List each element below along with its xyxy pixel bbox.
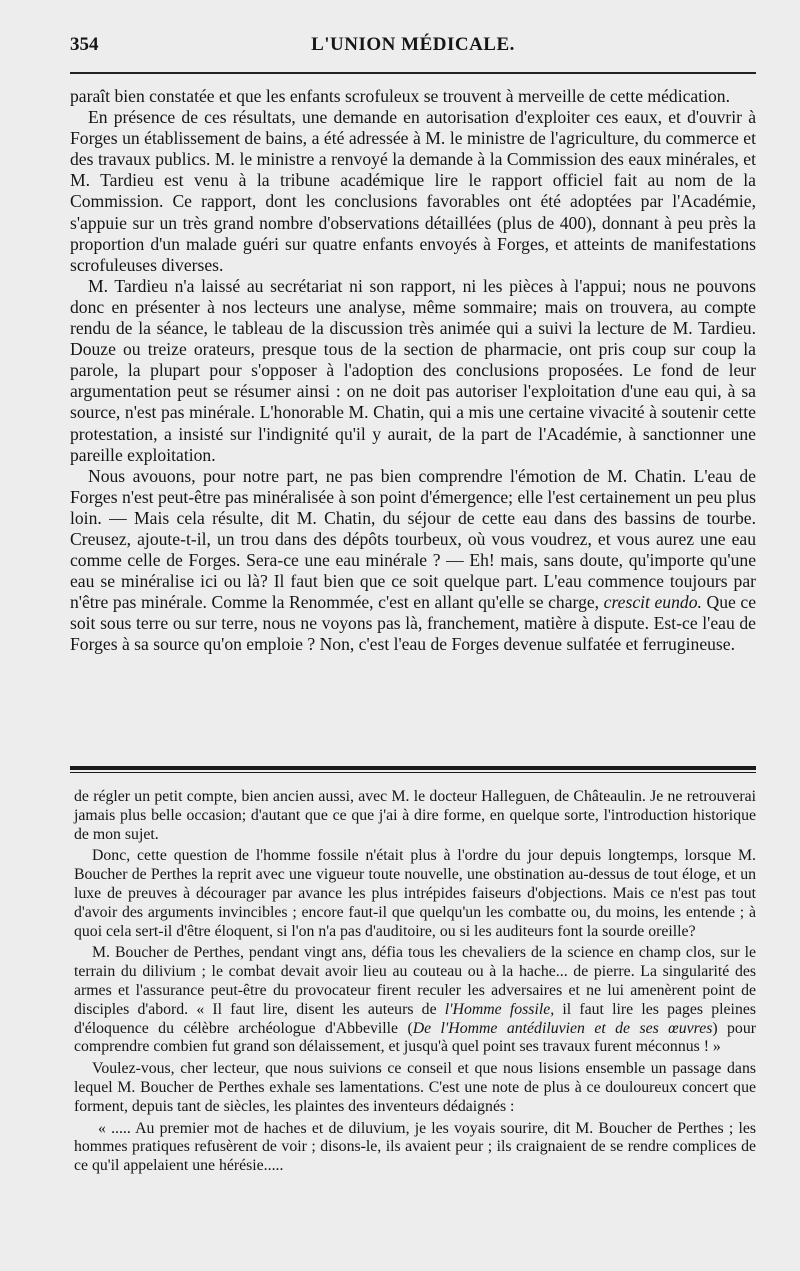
feuilleton-quote: « ..... Au premier mot de haches et de diluvium, je les voyais sourire, dit M. Boucher de Perthes ; les hommes pratiques refusèrent de voir ; disons-le, ils avaient peur ; ils craignaient de se rendre complices de ce qu'il appelaient une hérésie..... [74,1119,756,1175]
article-p4-text-a: Nous avouons, pour notre part, ne pas bien comprendre l'émotion de M. Chatin. L'eau de Forges n'est peut-être pas minéralisée à son point d'émergence; elle l'est certainement un peu plus loin. — Mais cela résulte, dit M. Chatin, du séjour de cette eau dans des bassins de tourbe. Creusez, ajoute-t-il, un trou dans des dépôts tourbeux, où vous voudrez, et vous aurez une eau comme celle de Forges. Sera-ce une eau minérale ? — Eh! mais, sans doute, qu'importe qu'une eau se minéralise ici ou là? Il faut bien que ce soit quelque part. L'eau commence toujours par n'être pas minérale. Comme la Renommée, c'est en allant qu'elle se charge, [70,465,756,613]
article-p4-italic: crescit eundo. [603,592,702,613]
feuilleton-p3-text-a: M. Boucher de Perthes, pendant vingt ans, défia tous les chevaliers de la science en champ clos, sur le terrain du dilivium ; le combat devait avoir lieu au couteau ou à la hache... de pierre. La singularité des armes et l'assurance peut-être du provocateur firent reculer les adversaires et ne lui amenèrent point de disciples d'abord. « Il faut lire, disent les auteurs de [74,944,756,1018]
feuilleton-p3-italic-1: l'Homme fossile, [444,1000,555,1018]
running-title: L'UNION MÉDICALE. [311,34,515,55]
feuilleton-separator [70,766,756,773]
article-paragraph-3: M. Tardieu n'a laissé au secrétariat ni son rapport, ni les pièces à l'appui; nous ne pouvons donc en présenter à nos lecteurs une analyse, même sommaire; mais on trouvera, au compte rendu de la séance, le tableau de la discussion très animée qui a suivi la lecture de M. Tardieu. Douze ou treize orateurs, presque tous de la section de pharmacie, ont pris coup sur coup la parole, la plupart pour s'opposer à l'adoption des conclusions proposées. Le fond de leur argumentation peut se résumer ainsi : on ne doit pas autoriser l'exploitation d'une eau qui, à sa source, n'est pas minérale. L'honorable M. Chatin, qui a mis une certaine vivacité à soutenir cette protestation, a insisté sur l'indignité qu'il y aurait, de la part de l'Académie, à sanctionner une pareille exploitation. [70,275,756,465]
separator-thick-rule [70,766,756,770]
header-rule [70,72,756,74]
article-p4-text-b: Que ce soit sous terre ou sur terre, nous ne voyons pas là, franchement, matière à dispute. Est-ce l'eau de Forges à sa source qu'on emploie ? Non, c'est l'eau de Forges devenue sulfatée et ferrugineuse. [70,592,757,655]
main-article [70,86,756,656]
feuilleton-p3-text-b: il faut lire les pages pleines d'éloquence du célèbre archéologue d'Abbeville ( [74,1000,757,1037]
article-paragraph-4 [70,466,756,656]
feuilleton-paragraph-2: Donc, cette question de l'homme fossile n'était plus à l'ordre du jour depuis longtemps, lorsque M. Boucher de Perthes la reprit avec une vigueur toute nouvelle, une obstination au-dessus de tout éloge, et un luxe de preuves à décourager par avance les plus intrépides faiseurs d'objections. Mais ce n'est pas tout d'avoir des arguments invincibles ; encore faut-il que quelqu'un les combatte ou, du moins, les entende ; à quoi cela sert-il d'être éloquent, si l'on n'a pas d'auditoire, ou si les auditeurs font la sourde oreille? [74,847,756,940]
feuilleton-p3-italic-2: De l'Homme antédiluvien et de ses œuvres [412,1019,713,1037]
article-paragraph-2: En présence de ces résultats, une demande en autorisation d'exploiter ces eaux, et d'ouvrir à Forges un établissement de bains, a été adressée à M. le ministre de l'agriculture, du commerce et des travaux publics. M. le ministre a renvoyé la demande à la Commission des eaux minérales, et M. Tardieu est venu à la tribune académique lire le rapport officiel fait au nom de la Commission. Ce rapport, dont les conclusions favorables ont été adoptées par l'Académie, s'appuie sur un très grand nombre d'observations détaillées (plus de 400), donnant à peu près la proportion d'un malade guéri sur quatre enfants envoyés à Forges, et atteints de manifestations scrofuleuses diverses. [70,107,756,275]
feuilleton-paragraph-4: Voulez-vous, cher lecteur, que nous suivions ce conseil et que nous lisions ensemble un passage dans lequel M. Boucher de Perthes exhale ses lamentations. C'est une note de plus à ce douloureux concert que forment, depuis tant de siècles, les plaintes des inventeurs dédaignés : [74,1060,756,1115]
feuilleton-paragraph-3 [74,944,756,1057]
separator-thin-rule [70,772,756,773]
feuilleton-p3-text-c: ) pour comprendre combien fut grand son délaissement, et jusqu'à quel point ses travaux furent méconnus ! » [74,1019,756,1056]
article-paragraph-1: paraît bien constatée et que les enfants scrofuleux se trouvent à merveille de cette médication. [70,86,730,106]
page-number: 354 [70,34,99,55]
page-header [70,34,756,60]
feuilleton-paragraph-1: de régler un petit compte, bien ancien aussi, avec M. le docteur Halleguen, de Châteaulin. Je ne retrouverai jamais plus belle occasion; d'autant que ce que j'ai à dire forme, en quelque sorte, l'introduction historique de mon sujet. [74,788,756,843]
feuilleton [74,788,756,1179]
